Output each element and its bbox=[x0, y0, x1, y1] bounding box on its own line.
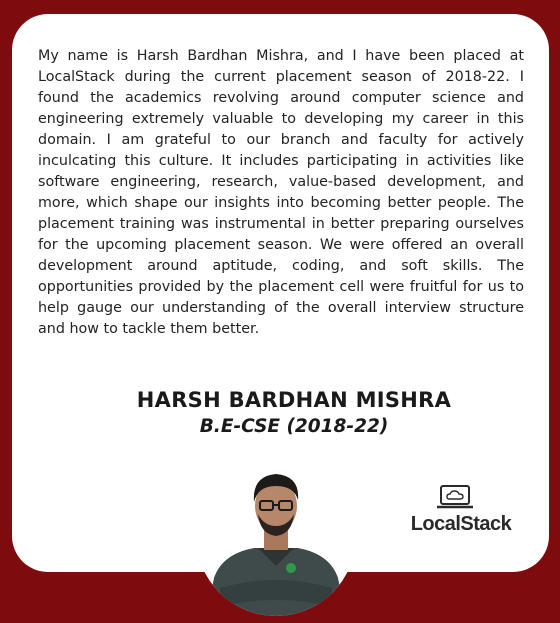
company-logo bbox=[396, 484, 526, 544]
testimonial-text: My name is Harsh Bardhan Mishra, and I have been placed at LocalStack during the current placement season of 2018-22. I found the academics revolving around computer science and engineering extremely valuable to developing my career in this domain. I am grateful to our branch and faculty for actively inculcating this culture. It includes participating in activities like software engineering, research, value-based development, and more, which shape our insights into becoming better people. The placement training was instrumental in better preparing ourselves for the upcoming placement season. We were offered an overall development around aptitude, coding, and soft skills. The opportunities provided by the placement cell were fruitful for us to help gauge our understanding of the overall interview structure and how to tackle them better. bbox=[38, 48, 524, 337]
cloud-laptop-icon bbox=[437, 484, 473, 510]
student-batch: B.E-CSE (2018-22) bbox=[199, 416, 389, 437]
student-name: HARSH BARDHAN MISHRA bbox=[136, 388, 452, 412]
student-photo bbox=[196, 456, 356, 616]
company-name: LocalStack bbox=[410, 513, 512, 535]
